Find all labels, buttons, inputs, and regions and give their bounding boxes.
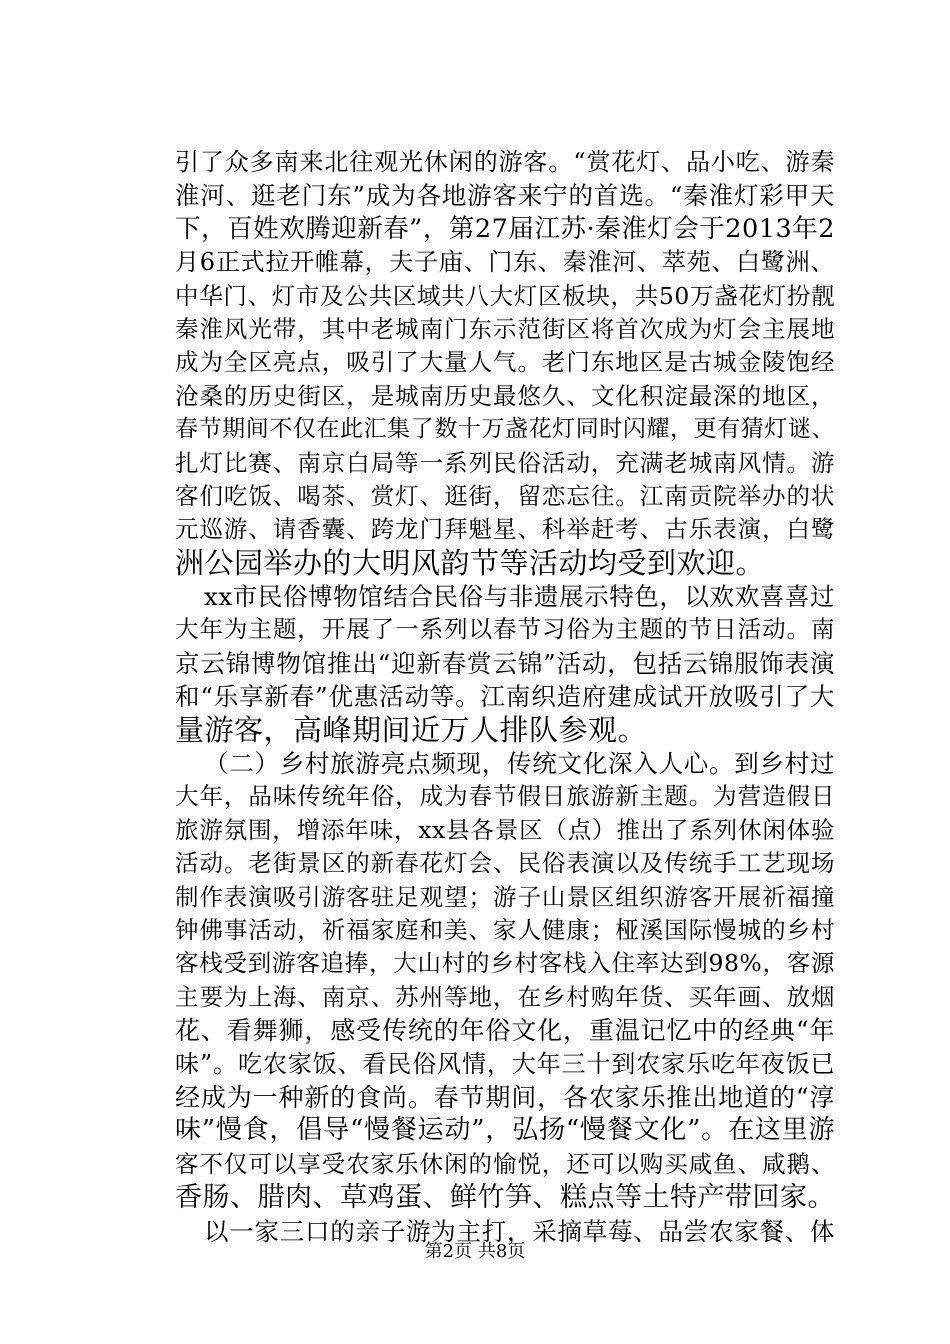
document-body (175, 146, 835, 1248)
text-line: 量游客，高峰期间近万人排队参观。 (175, 712, 648, 747)
text-line: 香肠、腊肉、草鸡蛋、鲜竹笋、糕点等土特产带回家。 (175, 1182, 835, 1214)
text-line: 花、看舞狮，感受传统的年俗文化，重温记忆中的经典“年 (175, 1016, 835, 1046)
text-line: （二）乡村旅游亮点频现，传统文化深入人心。到乡村过 (204, 749, 835, 779)
text-line: 京云锦博物馆推出“迎新春赏云锦”活动，包括云锦服饰表演 (175, 648, 835, 678)
text-line: 客不仅可以享受农家乐休闲的愉悦，还可以购买咸鱼、咸鹅、 (175, 1149, 835, 1178)
page-number-footer: 第2页 共8页 (424, 1241, 526, 1262)
text-line: 钟佛事活动，祈福家庭和美、家人健康；桠溪国际慢城的乡村 (175, 915, 835, 944)
text-line: 淮河、逛老门东”成为各地游客来宁的首选。“秦淮灯彩甲天 (175, 181, 835, 211)
text-line: 月6正式拉开帷幕，夫子庙、门东、秦淮河、萃苑、白鹭洲、 (175, 248, 835, 277)
text-line: 中华门、灯市及公共区域共八大灯区板块，共50万盏花灯扮靓 (175, 281, 835, 310)
text-line: 下，百姓欢腾迎新春”，第27届江苏·秦淮灯会于2013年2 (175, 213, 835, 244)
text-line: 旅游氛围，增添年味，xx县各景区（点）推出了系列休闲体验 (175, 815, 835, 844)
text-line: 味”慢食，倡导“慢餐运动”，弘扬“慢餐文化”。在这里游 (175, 1115, 835, 1146)
text-line: 大年为主题，开展了一系列以春节习俗为主题的节日活动。南 (175, 615, 835, 644)
text-line: 以一家三口的亲子游为主打，采摘草莓、品尝农家餐、体 (204, 1216, 835, 1246)
text-line: 活动。老街景区的新春花灯会、民俗表演以及传统手工艺现场 (175, 849, 835, 878)
text-line: 经成为一种新的食尚。春节期间，各农家乐推出地道的“淳 (175, 1082, 835, 1112)
text-line: 春节期间不仅在此汇集了数十万盏花灯同时闪耀，更有猜灯谜、 (175, 416, 835, 443)
text-line: 制作表演吸引游客驻足观望；游子山景区组织游客开展祈福撞 (175, 882, 835, 911)
text-line: 元巡游、请香囊、跨龙门拜魁星、科举赶考、古乐表演，白鹭 (175, 515, 835, 544)
text-line: xx市民俗博物馆结合民俗与非遗展示特色，以欢欢喜喜过 (204, 582, 835, 612)
text-line: 成为全区亮点，吸引了大量人气。老门东地区是古城金陵饱经 (175, 348, 835, 377)
text-line: 扎灯比赛、南京白局等一系列民俗活动，充满老城南风情。游 (175, 448, 835, 477)
text-line: 味”。吃农家饭、看民俗风情，大年三十到农家乐吃年夜饭已 (175, 1049, 835, 1078)
text-line: 客栈受到游客追捧，大山村的乡村客栈入住率达到98%，客源 (175, 949, 835, 978)
text-line: 秦淮风光带，其中老城南门东示范街区将首次成为灯会主展地 (175, 314, 835, 343)
text-line: 洲公园举办的大明风韵节等活动均受到欢迎。 (175, 545, 766, 580)
text-line: 主要为上海、南京、苏州等地，在乡村购年货、买年画、放烟 (175, 982, 835, 1011)
text-line: 沧桑的历史街区，是城南历史最悠久、文化积淀最深的地区， (175, 381, 835, 410)
text-line: 和“乐享新春”优惠活动等。江南织造府建成试开放吸引了大 (175, 682, 835, 712)
text-line: 引了众多南来北往观光休闲的游客。“赏花灯、品小吃、游秦 (175, 148, 835, 176)
text-line: 客们吃饭、喝茶、赏灯、逛街，留恋忘往。江南贡院举办的状 (175, 481, 835, 510)
text-line: 大年，品味传统年俗，成为春节假日旅游新主题。为营造假日 (175, 782, 835, 811)
